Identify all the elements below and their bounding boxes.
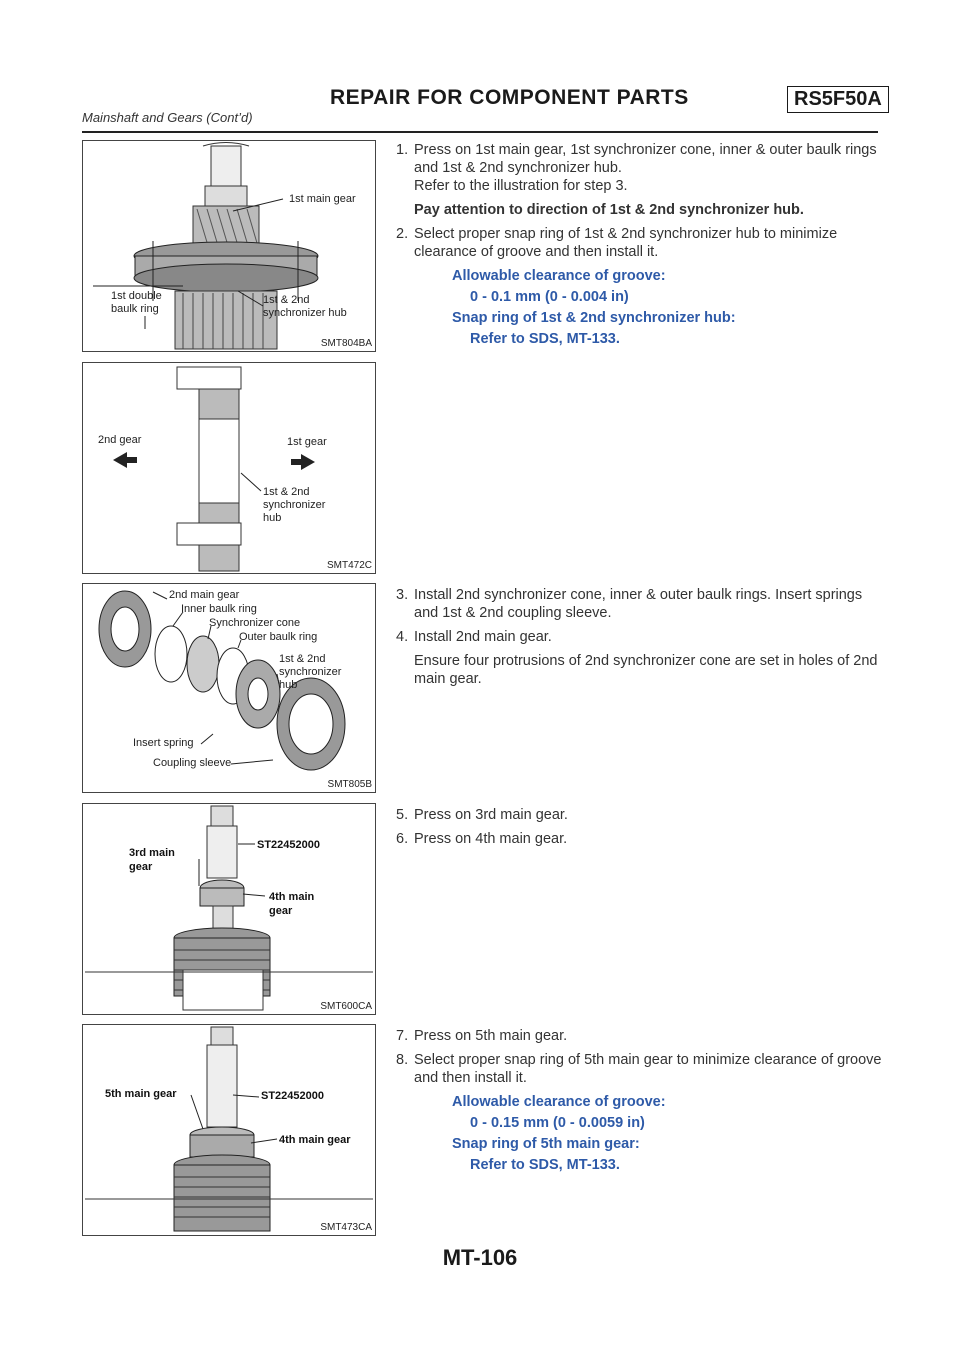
figure-smt473ca <box>82 1024 376 1236</box>
spec-label: Snap ring of 5th main gear: <box>452 1136 640 1152</box>
fig4-label-tool-code: ST22452000 <box>257 839 320 851</box>
steps-5-6 <box>396 806 882 854</box>
spec-label: Allowable clearance of groove: <box>452 1094 666 1110</box>
figure-code: SMT804BA <box>320 338 372 349</box>
figure-code: SMT473CA <box>320 1222 372 1233</box>
fig4-label-3rd-main: 3rd main <box>129 847 175 859</box>
fig5-label-5th-main-gear: 5th main gear <box>105 1088 177 1100</box>
fig4-label-gear: gear <box>129 861 153 873</box>
fig2-label-2nd-gear: 2nd gear <box>98 434 142 446</box>
spec-value: Refer to SDS, MT-133. <box>470 331 620 347</box>
step-text: Select proper snap ring of 5th main gear to minimize clearance of groove and then install it. <box>414 1052 882 1086</box>
figure-smt804ba <box>82 140 376 352</box>
step-text: Press on 3rd main gear. <box>414 807 568 823</box>
spec-value: Refer to SDS, MT-133. <box>470 1157 620 1173</box>
step-warning: Pay attention to direction of 1st & 2nd synchronizer hub. <box>414 202 804 218</box>
page-number: MT-106 <box>442 1245 518 1270</box>
fig5-label-4th-main-gear: 4th main gear <box>279 1134 351 1146</box>
step-text: Install 2nd synchronizer cone, inner & outer baulk rings. Insert springs and 1st & 2nd coupling sleeve. <box>414 587 863 621</box>
step-8 <box>396 1051 882 1087</box>
press-5th-gear-illustration <box>83 1025 375 1235</box>
step-7 <box>396 1027 882 1045</box>
exploded-sync-illustration <box>83 584 375 792</box>
sync-hub-direction-illustration <box>83 363 375 573</box>
step-number: 4. <box>396 629 409 645</box>
step-text: Press on 5th main gear. <box>414 1028 568 1044</box>
fig3-label-synchronizer-cone: Synchronizer cone <box>209 617 301 629</box>
step-5 <box>396 806 882 824</box>
fig3-label-insert-spring: Insert spring <box>133 737 194 749</box>
spec-value: 0 - 0.1 mm (0 - 0.004 in) <box>470 289 629 305</box>
page-header-title: REPAIR FOR COMPONENT PARTS <box>330 86 689 109</box>
fig1-label-1st-2nd: 1st & 2nd <box>263 294 310 306</box>
fig2-label-synchronizer: synchronizer <box>263 499 326 511</box>
fig3-label-1st-2nd: 1st & 2nd <box>279 653 326 665</box>
fig1-label-baulk-ring: baulk ring <box>111 303 159 315</box>
spec-label: Snap ring of 1st & 2nd synchronizer hub: <box>452 310 736 326</box>
fig1-label-sync-hub: synchronizer hub <box>263 307 347 319</box>
step-text: Press on 1st main gear, 1st synchronizer cone, inner & outer baulk rings and 1st & 2nd synchronizer hub. <box>414 142 877 176</box>
model-code-badge: RS5F50A <box>787 86 889 113</box>
fig3-label-synchronizer: synchronizer <box>279 666 342 678</box>
section-subtitle: Mainshaft and Gears (Cont’d) <box>82 110 253 125</box>
step-text: Select proper snap ring of 1st & 2nd synchronizer hub to minimize clearance of groove and then install it. <box>414 226 838 260</box>
fig3-label-hub: hub <box>279 679 298 691</box>
step-6 <box>396 830 882 848</box>
step-note: Refer to the illustration for step 3. <box>414 178 628 194</box>
step-4 <box>396 628 882 646</box>
fig4-label-4th-main: 4th main <box>269 891 315 903</box>
step-text: Press on 4th main gear. <box>414 831 568 847</box>
press-3rd-4th-gear-illustration <box>83 804 375 1014</box>
fig1-label-1st-main-gear: 1st main gear <box>289 193 356 205</box>
figure-smt472c <box>82 362 376 574</box>
figure-smt600ca <box>82 803 376 1015</box>
fig3-label-2nd-main-gear: 2nd main gear <box>169 589 240 601</box>
fig3-label-coupling-sleeve: Coupling sleeve <box>153 757 232 769</box>
fig3-label-inner-baulk-ring: Inner baulk ring <box>181 603 257 615</box>
fig2-label-1st-2nd: 1st & 2nd <box>263 486 310 498</box>
step-number: 7. <box>396 1028 409 1044</box>
fig5-label-tool-code: ST22452000 <box>261 1090 324 1102</box>
spec-value: 0 - 0.15 mm (0 - 0.0059 in) <box>470 1115 645 1131</box>
step-number: 5. <box>396 807 409 823</box>
step-text: Install 2nd main gear. <box>414 629 552 645</box>
fig2-label-hub: hub <box>263 512 282 524</box>
step-number: 2. <box>396 226 409 242</box>
figure-code: SMT472C <box>326 560 372 571</box>
step-2 <box>396 225 882 261</box>
fig4-label-gear: gear <box>269 905 293 917</box>
gear-assembly-illustration <box>83 141 375 351</box>
steps-7-8 <box>396 1027 882 1177</box>
step-3 <box>396 586 882 622</box>
step-1 <box>396 141 882 177</box>
step-note: Ensure four protrusions of 2nd synchronizer cone are set in holes of 2nd main gear. <box>414 653 878 687</box>
steps-1-2 <box>396 141 882 351</box>
fig3-label-outer-baulk-ring: Outer baulk ring <box>239 631 318 643</box>
figure-smt805b <box>82 583 376 793</box>
steps-3-4 <box>396 586 882 694</box>
step-number: 6. <box>396 831 409 847</box>
figure-code: SMT600CA <box>320 1001 372 1012</box>
fig2-label-1st-gear: 1st gear <box>287 436 327 448</box>
step-number: 8. <box>396 1052 409 1068</box>
step-number: 1. <box>396 142 409 158</box>
figure-code: SMT805B <box>327 779 372 790</box>
header-divider <box>82 131 878 133</box>
step-number: 3. <box>396 587 409 603</box>
fig1-label-1st-double: 1st double <box>111 290 162 302</box>
spec-label: Allowable clearance of groove: <box>452 268 666 284</box>
